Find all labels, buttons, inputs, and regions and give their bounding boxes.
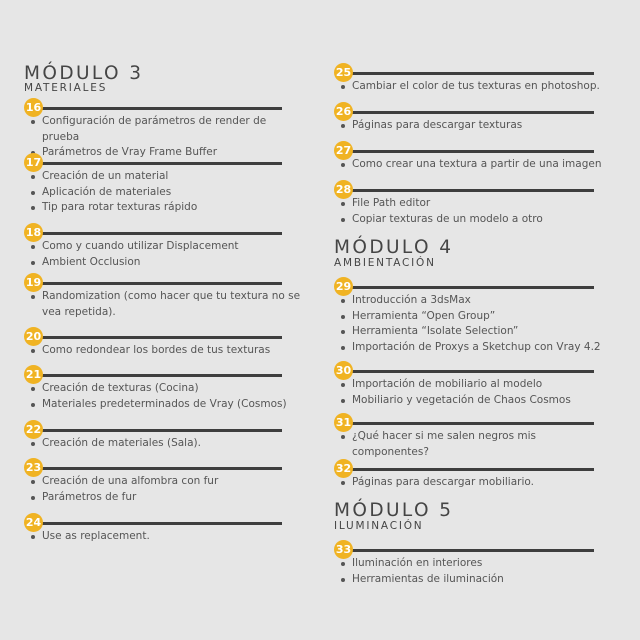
lesson-number-badge: 20: [24, 327, 43, 346]
lesson-number-badge: 16: [24, 98, 43, 117]
lesson-divider: [28, 232, 282, 235]
lesson-number-badge: 27: [334, 141, 353, 160]
list-item: Parámetros de Vray Frame Buffer: [30, 145, 304, 161]
lesson-items: [30, 343, 304, 359]
lesson-items: [340, 196, 610, 227]
list-item: Herramientas de iluminación: [340, 572, 610, 588]
lesson-number-badge: 29: [334, 277, 353, 296]
list-item: Creación de una alfombra con fur: [30, 474, 304, 490]
list-item: ¿Qué hacer si me salen negros mis componentes?: [340, 429, 610, 460]
module-4-subtitle: AMBIENTACIÓN: [334, 257, 436, 269]
list-item: Herramienta “Open Group”: [340, 309, 610, 325]
lesson-items: [340, 157, 610, 173]
lesson-divider: [28, 522, 282, 525]
lesson-items: [340, 429, 610, 460]
lesson-items: [340, 118, 610, 134]
lesson-number-badge: 33: [334, 540, 353, 559]
list-item: Configuración de parámetros de render de prueba: [30, 114, 304, 145]
lesson-items: [340, 475, 610, 491]
lesson-items: [30, 381, 304, 412]
lesson-items: [30, 239, 304, 270]
lesson-number-badge: 19: [24, 273, 43, 292]
list-item: Creación de materiales (Sala).: [30, 436, 304, 452]
lesson-divider: [28, 374, 282, 377]
list-item: Materiales predeterminados de Vray (Cosmos): [30, 397, 304, 413]
module-5-subtitle: ILUMINACIÓN: [334, 520, 424, 532]
lesson-divider: [338, 422, 594, 425]
lesson-divider: [28, 162, 282, 165]
list-item: Mobiliario y vegetación de Chaos Cosmos: [340, 393, 610, 409]
lesson-items: [340, 79, 610, 95]
lesson-divider: [28, 467, 282, 470]
lesson-divider: [28, 336, 282, 339]
list-item: Iluminación en interiores: [340, 556, 610, 572]
list-item: Páginas para descargar texturas: [340, 118, 610, 134]
lesson-number-badge: 23: [24, 458, 43, 477]
lesson-items: [30, 289, 304, 320]
lesson-divider: [338, 549, 594, 552]
list-item: Copiar texturas de un modelo a otro: [340, 212, 610, 228]
list-item: Creación de texturas (Cocina): [30, 381, 304, 397]
list-item: File Path editor: [340, 196, 610, 212]
module-3-title: MÓDULO 3: [24, 63, 144, 84]
lesson-number-badge: 24: [24, 513, 43, 532]
list-item: Herramienta “Isolate Selection”: [340, 324, 610, 340]
lesson-divider: [338, 286, 594, 289]
list-item: Aplicación de materiales: [30, 185, 304, 201]
list-item: Introducción a 3dsMax: [340, 293, 610, 309]
list-item: Como crear una textura a partir de una imagen: [340, 157, 610, 173]
lesson-items: [340, 293, 610, 355]
list-item: Importación de Proxys a Sketchup con Vray 4.2: [340, 340, 610, 356]
lesson-divider: [338, 370, 594, 373]
list-item: Importación de mobiliario al modelo: [340, 377, 610, 393]
list-item: Parámetros de fur: [30, 490, 304, 506]
list-item: Páginas para descargar mobiliario.: [340, 475, 610, 491]
module-4-title: MÓDULO 4: [334, 237, 454, 258]
lesson-number-badge: 22: [24, 420, 43, 439]
lesson-items: [340, 377, 610, 408]
lesson-items: [340, 556, 610, 587]
lesson-number-badge: 28: [334, 180, 353, 199]
lesson-items: [30, 436, 304, 452]
list-item: Cambiar el color de tus texturas en photoshop.: [340, 79, 610, 95]
lesson-items: [30, 169, 304, 216]
lesson-divider: [338, 111, 594, 114]
lesson-number-badge: 25: [334, 63, 353, 82]
lesson-divider: [338, 72, 594, 75]
list-item: Ambient Occlusion: [30, 255, 304, 271]
lesson-items: [30, 474, 304, 505]
lesson-number-badge: 30: [334, 361, 353, 380]
lesson-divider: [28, 429, 282, 432]
lesson-divider: [28, 107, 282, 110]
lesson-divider: [338, 468, 594, 471]
module-5-title: MÓDULO 5: [334, 500, 454, 521]
list-item: Como y cuando utilizar Displacement: [30, 239, 304, 255]
module-3-subtitle: MATERIALES: [24, 82, 108, 94]
lesson-number-badge: 18: [24, 223, 43, 242]
lesson-divider: [338, 150, 594, 153]
lesson-number-badge: 32: [334, 459, 353, 478]
list-item: Tip para rotar texturas rápido: [30, 200, 304, 216]
list-item: Como redondear los bordes de tus texturas: [30, 343, 304, 359]
lesson-number-badge: 21: [24, 365, 43, 384]
lesson-number-badge: 17: [24, 153, 43, 172]
lesson-number-badge: 31: [334, 413, 353, 432]
list-item: Creación de un material: [30, 169, 304, 185]
lesson-divider: [28, 282, 282, 285]
list-item: Randomization (como hacer que tu textura no se vea repetida).: [30, 289, 304, 320]
list-item: Use as replacement.: [30, 529, 304, 545]
lesson-divider: [338, 189, 594, 192]
lesson-items: [30, 529, 304, 545]
lesson-items: [30, 114, 304, 161]
lesson-number-badge: 26: [334, 102, 353, 121]
